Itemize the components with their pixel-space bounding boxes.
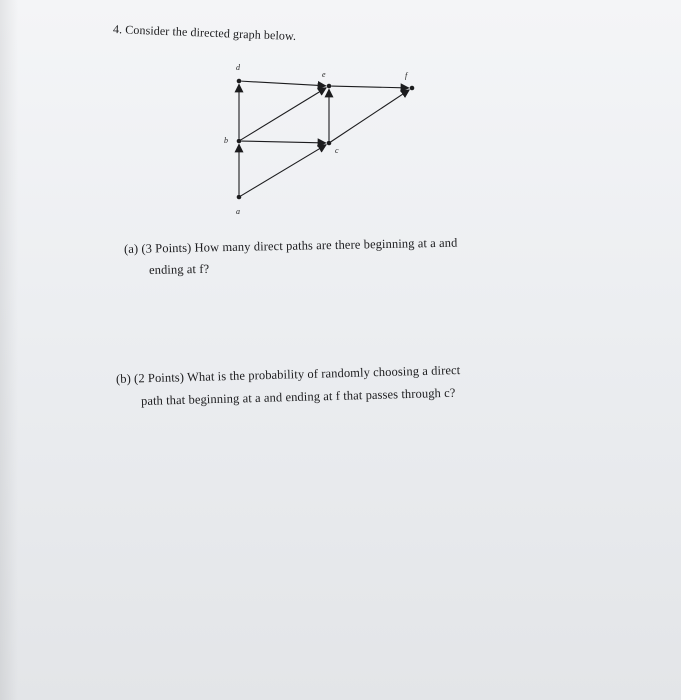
edge-e-f [331, 86, 408, 88]
node-e [327, 84, 332, 89]
node-a [237, 195, 242, 200]
part-b-line-2: path that beginning at a and ending at f that passes through c? [140, 385, 456, 408]
node-label-b: b [224, 136, 228, 145]
edge-c-f [331, 90, 409, 142]
edge-a-c [241, 145, 326, 196]
node-label-d: d [236, 63, 240, 72]
question-heading: 4. Consider the directed graph below. [112, 22, 297, 44]
graph-nodes [237, 79, 415, 200]
edge-b-e [241, 88, 326, 140]
part-b-line-1: (b) (2 Points) What is the probability of randomly choosing a direct [115, 362, 461, 386]
graph-edges [239, 81, 409, 196]
node-label-c: c [335, 146, 339, 155]
part-a-line-1: (a) (3 Points) How many direct paths are there beginning at a and [123, 235, 458, 256]
graph-labels [224, 63, 409, 216]
node-b [237, 139, 242, 144]
node-f [410, 86, 415, 91]
node-c [327, 141, 332, 146]
node-label-f: f [405, 71, 408, 80]
node-d [237, 79, 242, 84]
edge-d-e [241, 81, 325, 86]
node-label-a: a [236, 207, 240, 216]
part-a-line-2: ending at f? [148, 261, 210, 277]
node-label-e: e [322, 70, 326, 79]
edge-b-c [241, 141, 325, 143]
